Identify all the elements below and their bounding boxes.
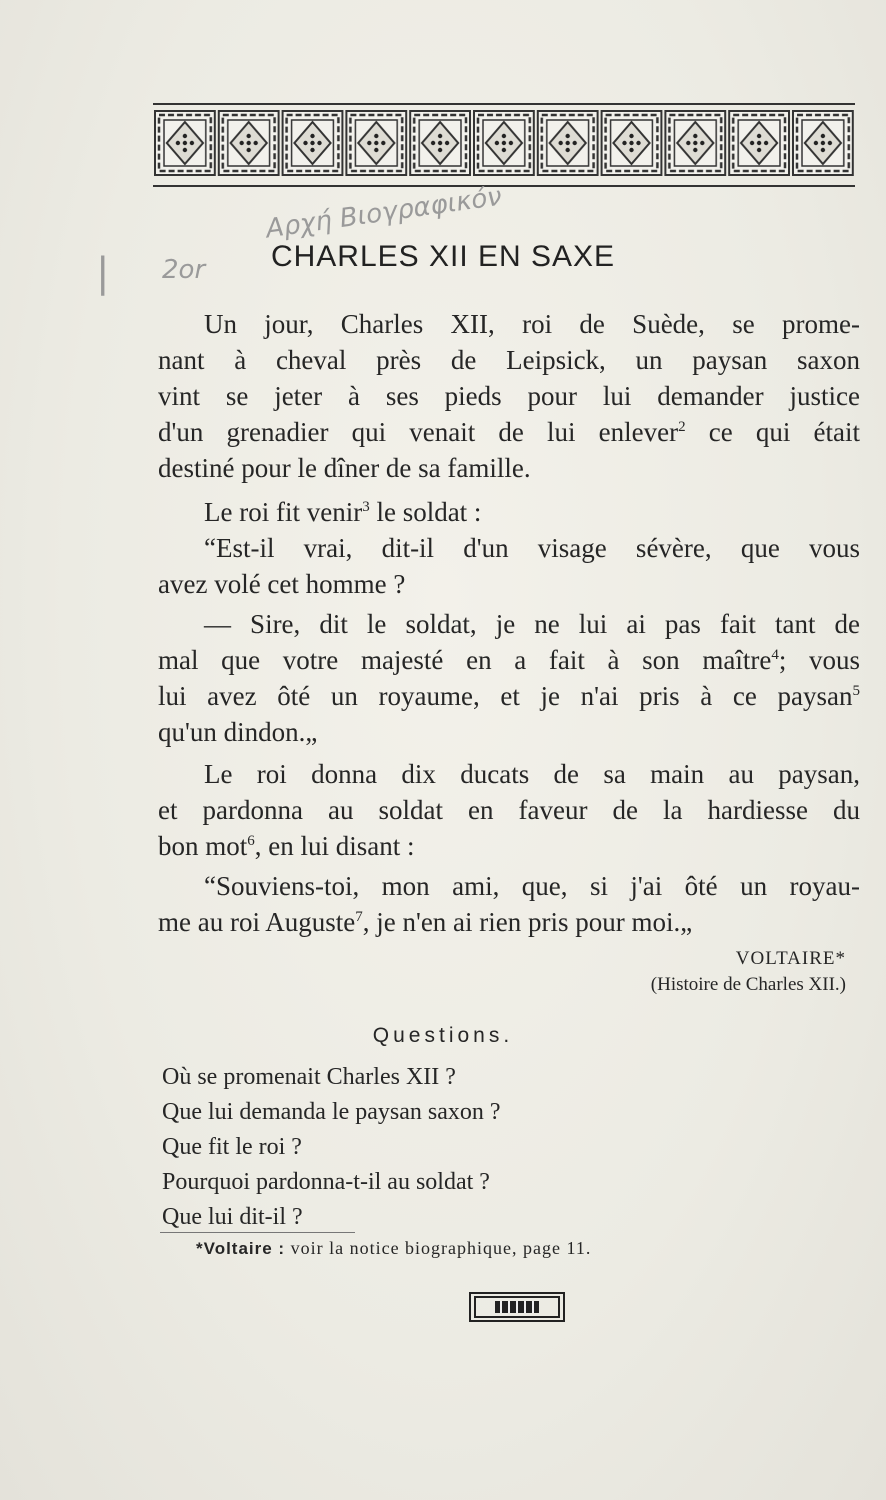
text-line: Un jour, Charles XII, roi de Suède, se prome- <box>204 309 860 339</box>
text-line: “Souviens-toi, mon ami, que, si j'ai ôté un royau- <box>204 871 860 901</box>
question-item: Où se promenait Charles XII ? <box>162 1064 456 1090</box>
paragraph-2 <box>158 494 860 530</box>
text-line: vint se jeter à ses pieds pour lui demander justice <box>158 381 860 411</box>
text-fragment: mal que votre majesté en a fait à son maître <box>158 645 772 675</box>
text-line: nant à cheval près de Leipsick, un paysan saxon <box>158 345 860 375</box>
text-line: destiné pour le dîner de sa famille. <box>158 453 531 483</box>
paragraph-6 <box>158 868 860 940</box>
text-fragment: , je n'en ai rien pris pour moi.„ <box>362 907 693 937</box>
page-title: CHARLES XII EN SAXE <box>270 240 616 273</box>
handwritten-top-note: Αρχή Βιογραφικόν <box>264 181 504 245</box>
text-fragment: me au roi Auguste <box>158 907 356 937</box>
footnote-ref: 6 <box>247 833 255 849</box>
text-fragment: , en lui disant : <box>254 831 415 861</box>
paragraph-4 <box>158 606 860 750</box>
text-fragment: Le roi fit venir <box>204 497 363 527</box>
footnote <box>196 1238 591 1259</box>
question-item: Que fit le roi ? <box>162 1134 302 1160</box>
text-fragment: ce qui était <box>685 417 860 447</box>
text-line: — Sire, dit le soldat, je ne lui ai pas fait tant de <box>204 609 860 639</box>
text-line: qu'un dindon.„ <box>158 717 318 747</box>
tailpiece-ornament <box>469 1292 565 1327</box>
footnote-ref: 5 <box>852 683 860 699</box>
question-item: Que lui dit-il ? <box>162 1204 303 1230</box>
text-fragment: bon mot <box>158 831 248 861</box>
footnote-ref: 3 <box>362 499 370 515</box>
text-line <box>158 904 860 940</box>
footnote-ref: 4 <box>771 647 779 663</box>
questions-heading: Questions. <box>372 1024 514 1047</box>
greek-key-ornament <box>153 105 855 181</box>
text-line <box>158 494 860 530</box>
footnote-text: voir la notice biographique, page 11. <box>285 1238 592 1258</box>
footnote-divider <box>160 1232 355 1233</box>
text-fragment: ; vous <box>778 645 861 675</box>
text-fragment: d'un grenadier qui venait de lui enlever <box>158 417 679 447</box>
author-name: VOLTAIRE* <box>735 948 846 969</box>
text-fragment: lui avez ôté un royaume, et je n'ai pris à ce paysan <box>158 681 853 711</box>
text-line: et pardonna au soldat en faveur de la hardiesse du <box>158 795 860 825</box>
footnote-label: *Voltaire : <box>196 1239 286 1258</box>
question-item: Pourquoi pardonna-t-il au soldat ? <box>162 1169 490 1195</box>
paragraph-3 <box>158 530 860 602</box>
margin-mark: | <box>96 250 110 296</box>
text-line <box>158 828 860 864</box>
question-item: Que lui demanda le paysan saxon ? <box>162 1099 501 1125</box>
decorative-header-band <box>153 103 855 187</box>
text-line <box>158 642 860 678</box>
text-line: avez volé cet homme ? <box>158 569 406 599</box>
questions-list <box>162 1060 501 1235</box>
paragraph-5 <box>158 756 860 864</box>
text-line: “Est-il vrai, dit-il d'un visage sévère, que vous <box>204 533 860 563</box>
text-line: Le roi donna dix ducats de sa main au paysan, <box>204 759 860 789</box>
footnote-ref: 2 <box>678 419 686 435</box>
paragraph-1 <box>158 306 860 486</box>
footnote-ref: 7 <box>355 909 363 925</box>
handwritten-margin-note: 2or <box>162 255 206 285</box>
text-fragment: le soldat : <box>369 497 482 527</box>
source-title: (Histoire de Charles XII.) <box>650 974 846 995</box>
text-line <box>158 414 860 450</box>
text-line <box>158 678 860 714</box>
